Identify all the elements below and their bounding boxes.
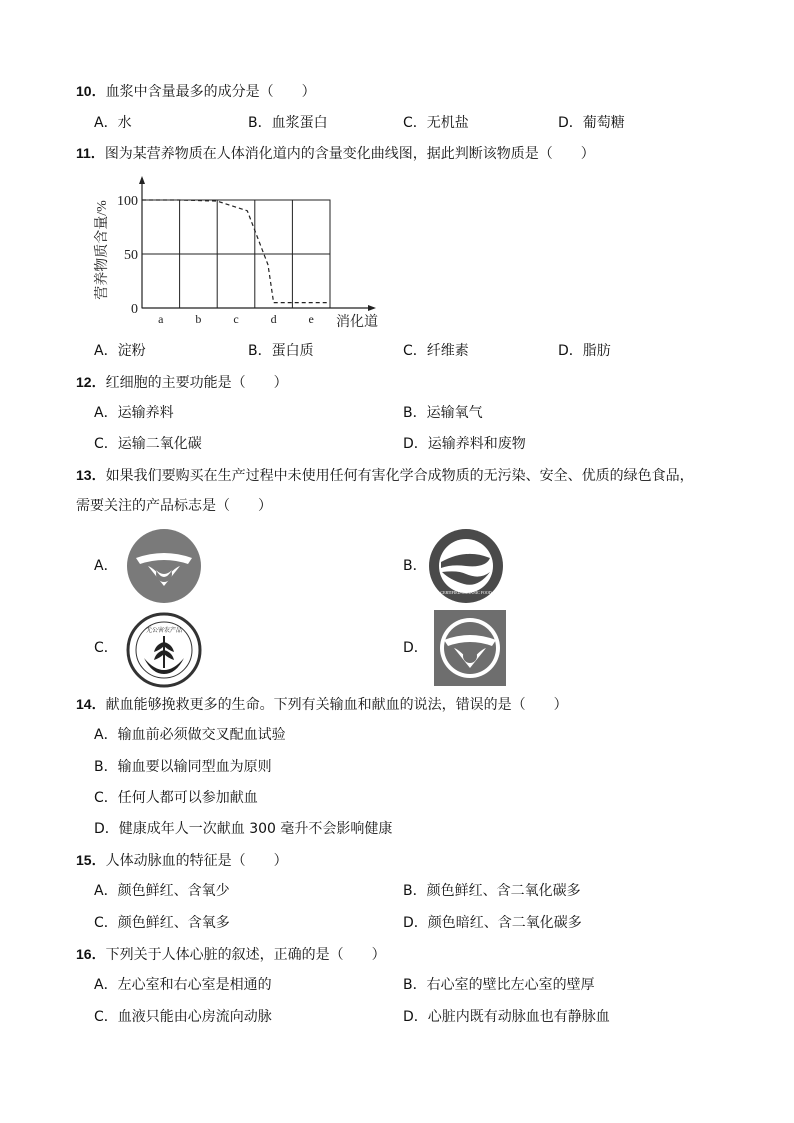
pollution-free-logo-text: 无公害农产品 <box>145 628 183 634</box>
chart-x-tick-label: a <box>158 312 164 326</box>
q14-option-c: C．任何人都可以参加献血 <box>94 790 258 806</box>
chart-y-tick-label: 0 <box>131 302 138 317</box>
green-food-logo-a <box>126 528 202 604</box>
q10-option-a: A．水 <box>94 115 132 131</box>
question-12-stem <box>76 372 288 393</box>
chart-x-tick-label: c <box>233 312 239 326</box>
q14-option-a: A．输血前必须做交叉配血试验 <box>94 727 286 743</box>
question-text: 图为某营养物质在人体消化道内的含量变化曲线图，据此判断该物质是（ ） <box>104 146 595 162</box>
q13-option-a: A． <box>94 558 118 574</box>
q15-option-d: D．颜色暗红、含二氧化碳多 <box>403 915 582 931</box>
q11-option-a: A．淀粉 <box>94 343 146 359</box>
q14-option-d: D．健康成年人一次献血 300 毫升不会影响健康 <box>94 821 393 837</box>
chart-x-axis-arrow <box>368 305 376 311</box>
question-number: 12． <box>76 374 106 390</box>
q10-option-d: D．葡萄糖 <box>558 115 625 131</box>
question-15-stem <box>76 850 288 871</box>
q10-option-c: C．无机盐 <box>403 115 469 131</box>
green-food-logo-d <box>434 610 506 686</box>
q16-option-d: D．心脏内既有动脉血也有静脉血 <box>403 1009 610 1025</box>
q14-option-b: B．输血要以输同型血为原则 <box>94 759 272 775</box>
organic-logo-bottom-text: CERTIFIED ORGANIC FOOD <box>440 590 492 595</box>
q13-option-c: C． <box>94 640 118 656</box>
q11-option-d: D．脂肪 <box>558 343 611 359</box>
question-number: 16． <box>76 946 106 962</box>
q15-option-c: C．颜色鲜红、含氧多 <box>94 915 230 931</box>
chart-x-tick-label: e <box>308 312 314 326</box>
question-number: 15． <box>76 852 106 868</box>
organic-logo-top-text: 有机食品 <box>452 547 480 555</box>
chart-series-line <box>142 200 330 303</box>
chart-x-tick-label: d <box>270 312 277 326</box>
question-number: 13． <box>76 467 106 483</box>
q11-option-b: B．蛋白质 <box>248 343 314 359</box>
q12-option-c: C．运输二氧化碳 <box>94 436 202 452</box>
question-13-stem-line2: 需要关注的产品标志是（ ） <box>76 498 272 514</box>
question-number: 10． <box>76 83 106 99</box>
question-number: 11． <box>76 145 105 161</box>
question-14-stem <box>76 694 568 715</box>
q13-option-d: D． <box>403 640 428 656</box>
q12-option-b: B．运输氧气 <box>403 405 483 421</box>
q13-option-b: B． <box>403 558 427 574</box>
q16-option-b: B．右心室的壁比左心室的壁厚 <box>403 977 595 993</box>
chart-x-axis-label: 消化道 <box>336 315 378 330</box>
question-text: 如果我们要购买在生产过程中未使用任何有害化学合成物质的无污染、安全、优质的绿色食品， <box>105 468 694 484</box>
chart-y-axis-arrow <box>139 176 145 184</box>
question-number: 14． <box>76 696 106 712</box>
q10-option-b: B．血浆蛋白 <box>248 115 328 131</box>
question-text: 红细胞的主要功能是（ ） <box>105 375 288 391</box>
chart-y-axis-label: 营养物质含量/% <box>95 200 110 300</box>
q16-option-a: A．左心室和右心室是相通的 <box>94 977 272 993</box>
q15-option-b: B．颜色鲜红、含二氧化碳多 <box>403 883 581 899</box>
question-text: 人体动脉血的特征是（ ） <box>105 853 288 869</box>
q12-option-d: D．运输养料和废物 <box>403 436 526 452</box>
q16-option-c: C．血液只能由心房流向动脉 <box>94 1009 272 1025</box>
question-10-stem <box>76 81 316 102</box>
q12-option-a: A．运输养料 <box>94 405 174 421</box>
pollution-free-logo-c <box>126 612 202 688</box>
question-text: 下列关于人体心脏的叙述，正确的是（ ） <box>105 947 386 963</box>
question-11-stem <box>76 143 595 164</box>
organic-food-logo-b <box>428 528 504 604</box>
chart-y-tick-label: 50 <box>124 248 138 263</box>
chart-y-tick-label: 100 <box>117 194 138 209</box>
question-16-stem <box>76 944 386 965</box>
chart-x-tick-label: b <box>195 312 202 326</box>
question-text: 献血能够挽救更多的生命。下列有关输血和献血的说法，错误的是（ ） <box>105 697 568 713</box>
q11-option-c: C．纤维素 <box>403 343 469 359</box>
q15-option-a: A．颜色鲜红、含氧少 <box>94 883 230 899</box>
question-text: 血浆中含量最多的成分是（ ） <box>105 84 316 100</box>
nutrient-content-chart <box>90 172 400 334</box>
question-13-stem <box>76 465 694 486</box>
